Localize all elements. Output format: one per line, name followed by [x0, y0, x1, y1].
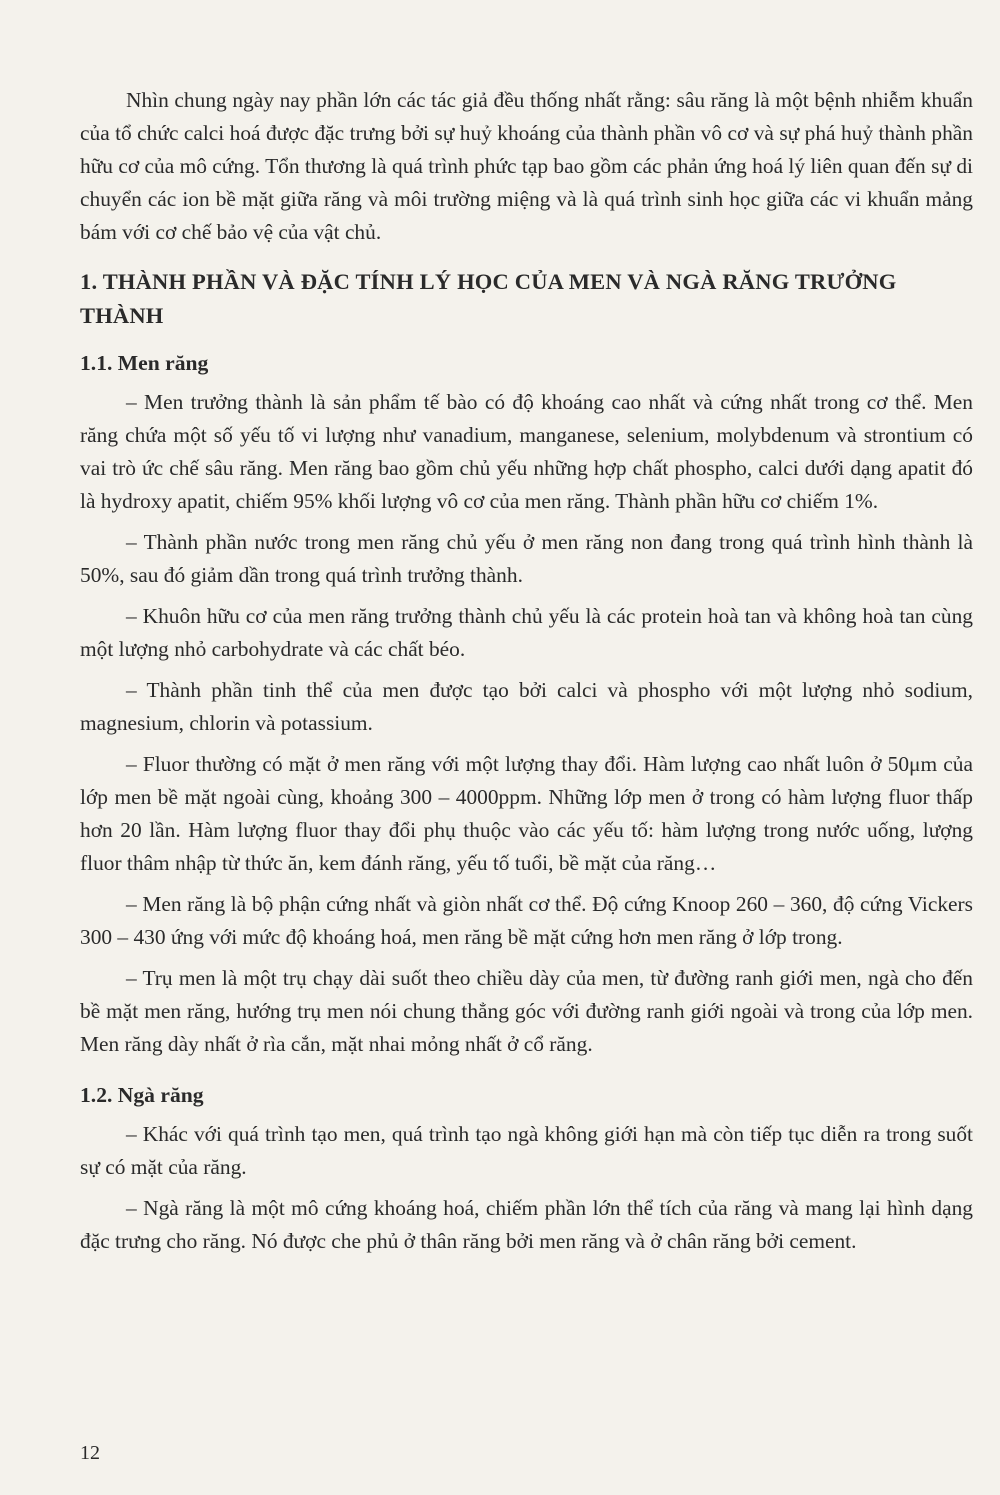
subsection-heading-dentin: 1.2. Ngà răng: [80, 1083, 204, 1107]
subsection-heading-enamel: 1.1. Men răng: [80, 351, 209, 375]
enamel-paragraph: – Fluor thường có mặt ở men răng với một lượng thay đổi. Hàm lượng cao nhất luôn ở 50μm của lớp men bề mặt ngoài cùng, khoảng 300 – 4000ppm. Những lớp men ở trong có hàm lượng fluor thấp hơn 20 lần. Hàm lượng fluor thay đổi phụ thuộc vào các yếu tố: hàm lượng trong nước uống, lượng fluor thâm nhập từ thức ăn, kem đánh răng, yếu tố tuổi, bề mặt của răng…: [80, 752, 973, 875]
enamel-paragraph: – Men răng là bộ phận cứng nhất và giòn nhất cơ thể. Độ cứng Knoop 260 – 360, độ cứng Vickers 300 – 430 ứng với mức độ khoáng hoá, men răng bề mặt cứng hơn men răng ở lớp trong.: [80, 892, 973, 949]
section-heading: 1. THÀNH PHẦN VÀ ĐẶC TÍNH LÝ HỌC CỦA MEN VÀ NGÀ RĂNG TRƯỞNG THÀNH: [80, 269, 897, 328]
page-content: [80, 84, 973, 1266]
enamel-paragraph: – Trụ men là một trụ chạy dài suốt theo chiều dày của men, từ đường ranh giới men, ngà cho đến bề mặt men răng, hướng trụ men nói chung thẳng góc với đường ranh giới ngoài và trong của lớp men. Men răng dày nhất ở rìa cắn, mặt nhai mỏng nhất ở cổ răng.: [80, 966, 973, 1056]
enamel-paragraph: – Thành phần nước trong men răng chủ yếu ở men răng non đang trong quá trình hình thành là 50%, sau đó giảm dần trong quá trình trưởng thành.: [80, 530, 973, 587]
enamel-paragraph: – Thành phần tinh thể của men được tạo bởi calci và phospho với một lượng nhỏ sodium, magnesium, chlorin và potassium.: [80, 678, 973, 735]
enamel-paragraph: – Khuôn hữu cơ của men răng trưởng thành chủ yếu là các protein hoà tan và không hoà tan cùng một lượng nhỏ carbohydrate và các chất béo.: [80, 604, 973, 661]
page-number: 12: [80, 1442, 100, 1464]
dentin-paragraph: – Ngà răng là một mô cứng khoáng hoá, chiếm phần lớn thể tích của răng và mang lại hình dạng đặc trưng cho răng. Nó được che phủ ở thân răng bởi men răng và ở chân răng bởi cement.: [80, 1196, 973, 1253]
intro-paragraph: Nhìn chung ngày nay phần lớn các tác giả đều thống nhất rằng: sâu răng là một bệnh nhiễm khuẩn của tổ chức calci hoá được đặc trưng bởi sự huỷ khoáng của thành phần vô cơ và sự phá huỷ thành phần hữu cơ của mô cứng. Tổn thương là quá trình phức tạp bao gồm các phản ứng hoá lý liên quan đến sự di chuyển các ion bề mặt giữa răng và môi trường miệng và là quá trình sinh học giữa các vi khuẩn mảng bám với cơ chế bảo vệ của vật chủ.: [80, 88, 973, 244]
enamel-paragraph: – Men trưởng thành là sản phẩm tế bào có độ khoáng cao nhất và cứng nhất trong cơ thể. Men răng chứa một số yếu tố vi lượng như vanadium, manganese, selenium, molybdenum và strontium có vai trò ức chế sâu răng. Men răng bao gồm chủ yếu những hợp chất phospho, calci dưới dạng apatit đó là hydroxy apatit, chiếm 95% khối lượng vô cơ của men răng. Thành phần hữu cơ chiếm 1%.: [80, 390, 973, 513]
dentin-paragraph: – Khác với quá trình tạo men, quá trình tạo ngà không giới hạn mà còn tiếp tục diễn ra trong suốt sự có mặt của răng.: [80, 1122, 973, 1179]
